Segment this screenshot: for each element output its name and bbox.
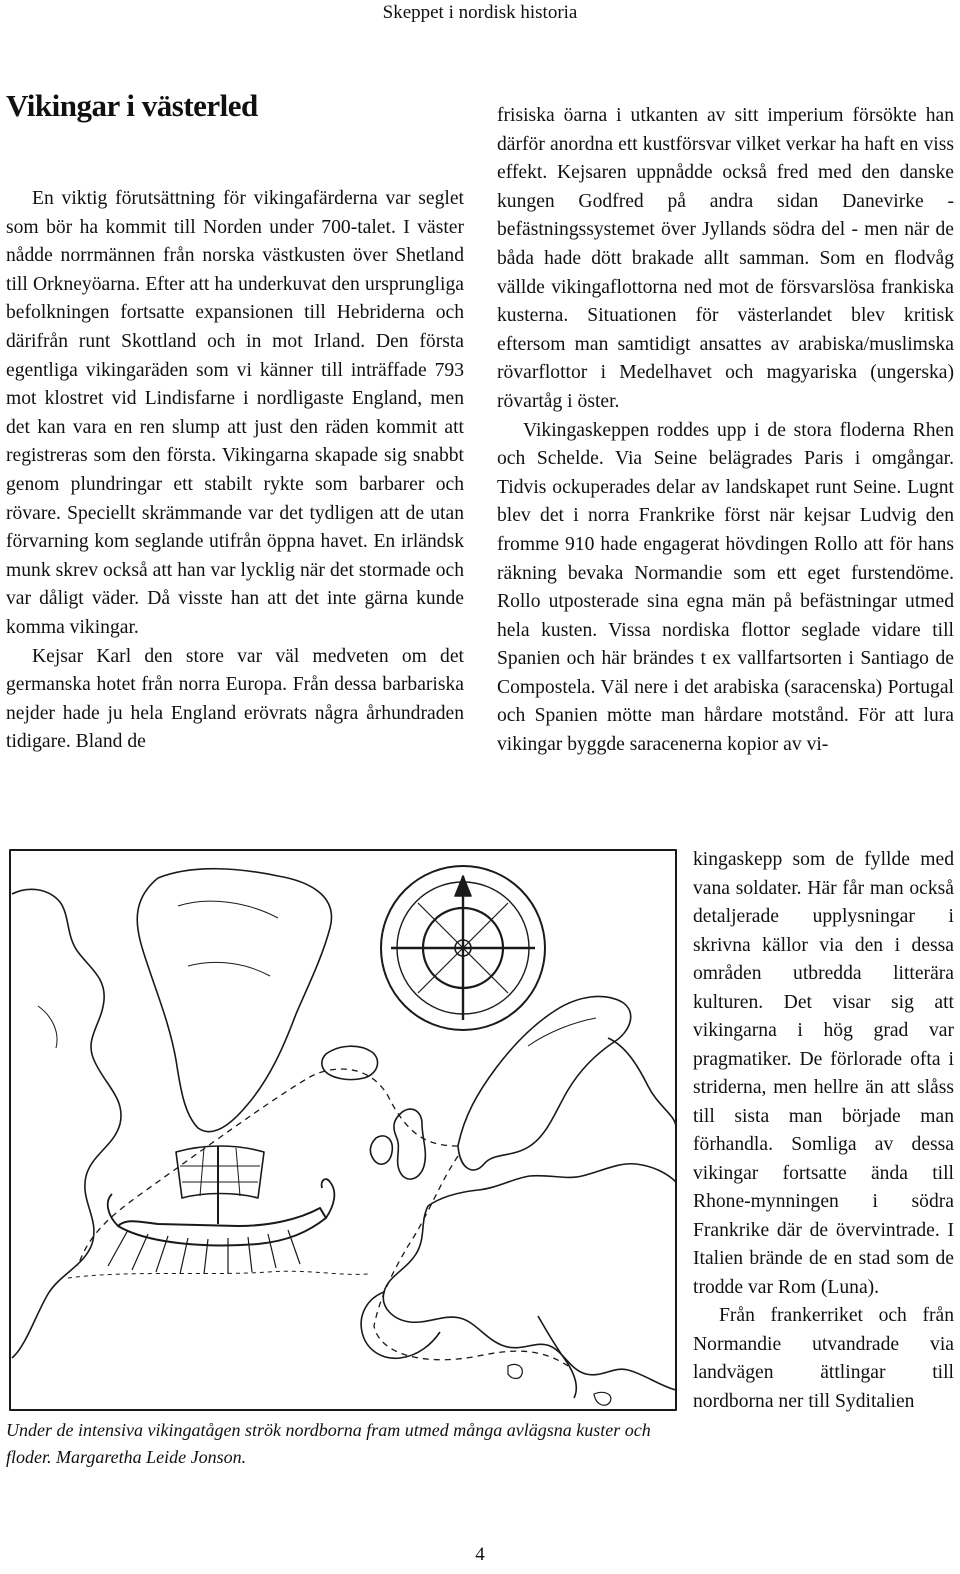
north-america-outline: [12, 889, 121, 1358]
britain-outline: [394, 1109, 425, 1179]
italy-outline: [538, 1316, 576, 1398]
paragraph: kingaskepp som de fyllde med vana soldater. Här får man också detaljerade upplysningar i skrivna källor via den i dessa områden utbredda litterära kulturen. Det visar sig att vikingarna i hög grad var pragmatiker. De förlorade ofta i striderna, men hellre än att slåss till sista man började man förhandla. Somliga av dessa vikingar fortsatte ända till Rhone-mynningen i södra Frankrike där de övervintrade. I Italien brände de en stad som de trodde var Rom (Luna).: [693, 849, 954, 1298]
paragraph: En viktig förutsättning för vikingafärderna var seglet som bör ha kommit till Norden under 700-talet. I väster nådde norrmännen från norska västkusten över Shetland till Orkneyöarna. Efter att ha underkuvat den ursprungliga befolkningen fortsatte expansionen till Hebriderna och därifrån runt Skottland och in mot Irland. Den första egentliga vikingaräden som vi känner till inträffade 793 mot klostret vid Lindisfarne i nordligaste England, men det kan vara en ren slump att just den räden kommit att registreras som den första. Vikingarna skapade sig snabbt genom plundringar ett stabilt rykte som barbarer och rövare. Speciellt skrämmande var det tydligen att de utan förvarning kom seglande utifrån öppna havet. En irländsk munk skrev också att han var lycklig när det stormade och var dåligt väder. Då visste han att det inte gärna kunde komma vikingar.: [6, 188, 464, 638]
figure-frame: [10, 850, 676, 1410]
paragraph: Vikingaskeppen roddes upp i de stora floderna Rhen och Schelde. Via Seine belägrades Paris i omgångar. Tidvis ockuperades delar av landskapet runt Seine. Lugnt blev det i norra Frankrike först när kejsar Ludvig den fromme 910 hade engagerat hövdingen Rollo att för hans räkning bevaka Normandie som ett eget furstendöme. Rollo utposterade sina egna män på befästningar utmed hela kusten. Vissa nordiska flottor seglade vidare till Spanien och här brändes t ex vallfartsorten i Santiago de Compostela. Väl nere i det arabiska (saracenska) Portugal och Spanien mötte man hårdare motstånd. För att lura vikingar byggde saracenerna kopior av vi-: [497, 419, 954, 756]
viking-ship-icon: [68, 1146, 368, 1278]
left-column: [6, 185, 464, 757]
voyage-route: [374, 1156, 568, 1366]
paragraph: Kejsar Karl den store var väl medveten om det germanska hotet från norra Europa. Från dessa barbariska nejder hade ju hela England erövrats några århundraden tidigare. Bland de: [6, 645, 464, 753]
greenland-outline: [137, 869, 331, 1132]
ireland-outline: [370, 1136, 392, 1164]
compass-rose-icon: [381, 866, 545, 1030]
scandinavia-outline: [458, 996, 631, 1170]
right-column-continuation: [693, 846, 954, 1416]
europe-coastline: [383, 1164, 676, 1390]
iceland-outline: [322, 1046, 378, 1079]
map-illustration: [8, 846, 680, 1414]
iberia-outline: [361, 1292, 440, 1358]
paragraph: frisiska öarna i utkanten av sitt imperium försökte han därför anordna ett kustförsvar vilket verkar ha haft en viss effekt. Kejsaren uppnådde också fred med den danske kungen Godfred på andra sidan Danevirke - befästningssystemet över Jyllands södra del - men när de båda hade dött brakade allt samman. Som en flodvåg vällde vikingaflottorna ned mot de försvarslösa frankiska kusterna. Situationen för västerlandet blev kritisk eftersom man samtidigt ansattes av arabiska/muslimska rövarflottor i Medelhavet och magyariska (ungerska) rövartåg i öster.: [497, 105, 954, 412]
figure-caption: Under de intensiva vikingatågen strök nordborna fram utmed många avlägsna kuster och floder. Margaretha Leide Jonson.: [6, 1420, 651, 1467]
running-header: Skeppet i nordisk historia: [382, 2, 578, 23]
article-title: Vikingar i västerled: [6, 88, 258, 123]
paragraph: Från frankerriket och från Normandie utvandrade via landvägen ättlingar till nordborna ner till Syditalien: [693, 1305, 954, 1412]
page-number: 4: [475, 1544, 485, 1565]
right-column: [497, 102, 954, 760]
